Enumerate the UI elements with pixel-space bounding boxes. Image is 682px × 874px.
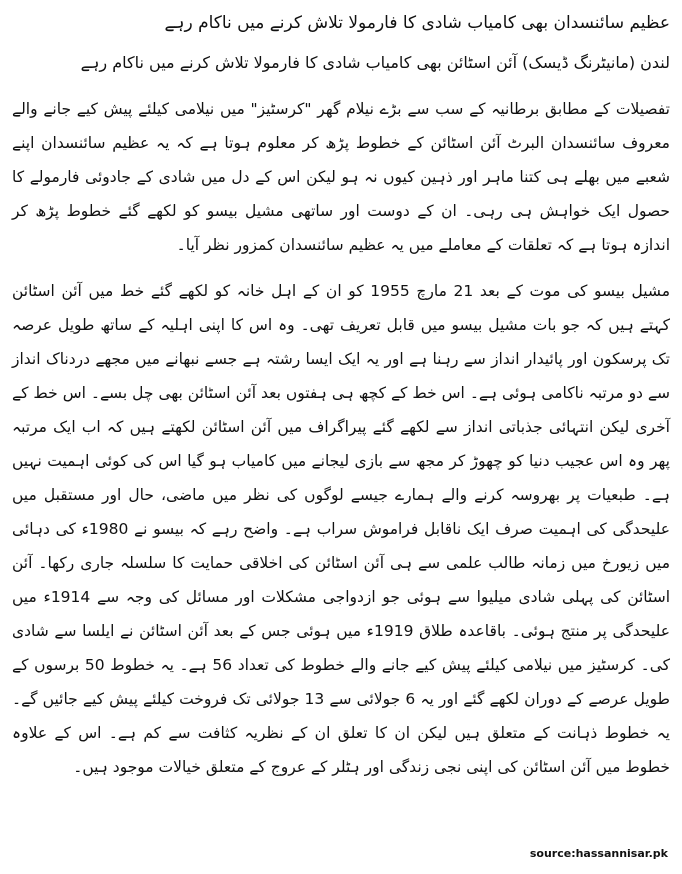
paragraph-1: تفصیلات کے مطابق برطانیہ کے سب سے بڑے نیلام گھر "کرسٹیز" میں نیلامی کیلئے پیش کیے جانے والے معروف سائنسدان البرٹ آئن اسٹائن کے خطوط پڑھ کر معلوم ہوتا ہے کہ یہ عظیم سائنسدان اپنے شعبے میں بھلے ہی کتنا ماہر اور ذہین کیوں نہ ہو لیکن اس کے دل میں شادی کے جادوئی فارمولے کا حصول ایک خواہش ہی رہی۔ ان کے دوست اور ساتھی مشیل بیسو کو لکھے گئے خطوط پڑھ کر اندازہ ہوتا ہے کہ تعلقات کے معاملے میں یہ عظیم سائنسدان کمزور نظر آیا۔ xyxy=(12,100,670,254)
headline: عظیم سائنسدان بھی کامیاب شادی کا فارمولا تلاش کرنے میں ناکام رہے xyxy=(164,13,670,33)
paragraph-2: مشیل بیسو کی موت کے بعد 21 مارچ 1955 کو ان کے اہل خانہ کو لکھے گئے خط میں آئن اسٹائن کہتے ہیں کہ جو بات مشیل بیسو میں قابل تعریف تھی۔ وہ اس کا اپنی اہلیہ کے ساتھ طویل عرصہ تک پرسکون اور پائیدار انداز سے رہنا ہے اور یہ ایک ایسا رشتہ ہے جسے نبھانے میں مجھے دردناک انداز سے دو مرتبہ ناکامی ہوئی ہے۔ اس خط کے کچھ ہی ہفتوں بعد آئن اسٹائن بھی چل بسے۔ اس خط کے آخری لیکن انتہائی جذباتی انداز سے لکھے گئے پیراگراف میں آئن اسٹائن لکھتے ہیں کہ اب ایک مرتبہ پھر وہ اس عجیب دنیا کو چھوڑ کر مجھ سے بازی لیجانے میں کامیاب ہو گیا اس کی کوئی اہمیت نہیں ہے۔ طبعیات پر بھروسہ کرنے والے ہمارے جیسے لوگوں کی نظر میں ماضی، حال اور مستقبل میں علیحدگی کی اہمیت صرف ایک ناقابل فراموش سراب ہے۔ واضح رہے کہ بیسو نے 1980ء کی دہائی میں زیورخ میں زمانہ طالب علمی سے ہی آئن اسٹائن کی اخلاقی حمایت کا سلسلہ جاری رکھا۔ آئن اسٹائن کی پہلی شادی میلیوا سے ہوئی جو ازدواجی مشکلات اور مسائل کی وجہ سے 1914ء میں علیحدگی پر منتج ہوئی۔ باقاعدہ طلاق 1919ء میں ہوئی جس کے بعد آئن اسٹائن نے ایلسا سے شادی کی۔ کرسٹیز میں نیلامی کیلئے پیش کیے جانے والے خطوط کی تعداد 56 ہے۔ یہ خطوط 50 برسوں کے طویل عرصے کے دوران لکھے گئے اور یہ 6 جولائی سے 13 جولائی تک فروخت کیلئے پیش کیے جائیں گے۔ یہ خطوط ذہانت کے متعلق ہیں لیکن ان کا تعلق ان کے نظریہ کثافت سے کم ہے۔ اس کے علاوہ خطوط میں آئن اسٹائن کی اپنی نجی زندگی اور ہٹلر کے عروج کے متعلق خیالات موجود ہیں۔ xyxy=(12,282,670,776)
source-credit: source:hassannisar.pk xyxy=(529,847,668,860)
article xyxy=(12,10,670,796)
subhead: لندن (مانیٹرنگ ڈیسک) آئن اسٹائن بھی کامیاب شادی کا فارمولا تلاش کرنے میں ناکام رہے xyxy=(80,53,670,72)
